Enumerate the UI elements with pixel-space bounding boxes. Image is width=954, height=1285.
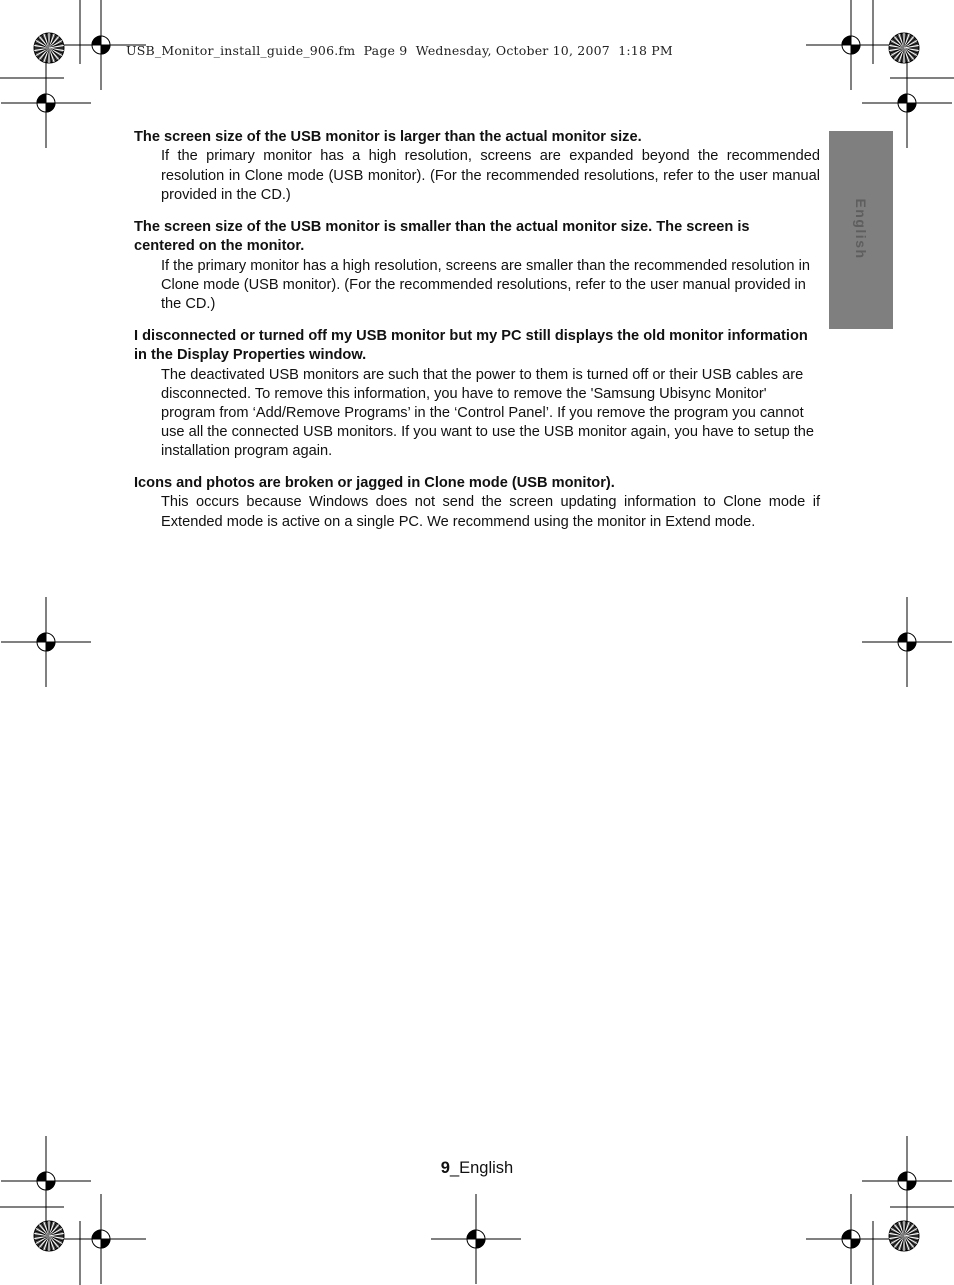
page-number: 9 [440,1159,450,1177]
faq-item [134,327,820,461]
registration-crosshair [1,1136,91,1226]
registration-starburst [889,1221,919,1251]
registration-crosshair [56,1194,146,1284]
page-footer [0,1159,954,1178]
registration-starburst [34,1221,64,1251]
registration-crosshair [862,597,952,687]
faq-answer: This occurs because Windows does not send the screen updating information to Clone mode if Extended mode is active on a single PC. We recommend using the monitor in Extend mode. [161,494,820,530]
troubleshooting-content [134,128,820,545]
language-side-tab [829,131,893,329]
faq-item [134,474,820,532]
language-side-tab-label: English [853,198,869,260]
faq-question: The screen size of the USB monitor is smaller than the actual monitor size. The screen is centered on the monitor. [134,218,750,255]
registration-crosshair [1,58,91,148]
faq-item [134,218,820,314]
registration-crosshair [431,1194,521,1284]
registration-starburst [889,33,919,63]
faq-answer: If the primary monitor has a high resolution, screens are smaller than the recommended resolution in Clone mode (USB monitor). (For the recommended resolutions, refer to the user manual provided in the CD.) [161,257,810,312]
faq-question: The screen size of the USB monitor is larger than the actual monitor size. [134,129,642,145]
faq-answer: If the primary monitor has a high resolution, screens are expanded beyond the recommended resolution in Clone mode (USB monitor). (For the recommended resolutions, refer to the user manual provided in the CD.) [161,148,820,203]
faq-answer: The deactivated USB monitors are such that the power to them is turned off or their USB cables are disconnected. To remove this information, you have to remove the 'Samsung Ubisync Monitor' program from ‘Add/Remove Programs’ in the ‘Control Panel’. If you remove the program you cannot use all the connected USB monitors. If you want to use the USB monitor again, you have to setup the installation program again. [161,366,815,459]
registration-crosshair [806,0,896,90]
registration-crosshair [806,1194,896,1284]
faq-question: Icons and photos are broken or jagged in Clone mode (USB monitor). [134,475,615,492]
registration-crosshair [862,1136,952,1226]
print-slug: USB_Monitor_install_guide_906.fm Page 9 Wednesday, October 10, 2007 1:18 PM [126,43,673,58]
footer-language: _English [449,1159,514,1177]
registration-starburst [34,33,64,63]
faq-question: I disconnected or turned off my USB monitor but my PC still displays the old monitor information in the Display Properties window. [134,327,808,364]
registration-crosshair [1,597,91,687]
faq-item [134,128,820,205]
